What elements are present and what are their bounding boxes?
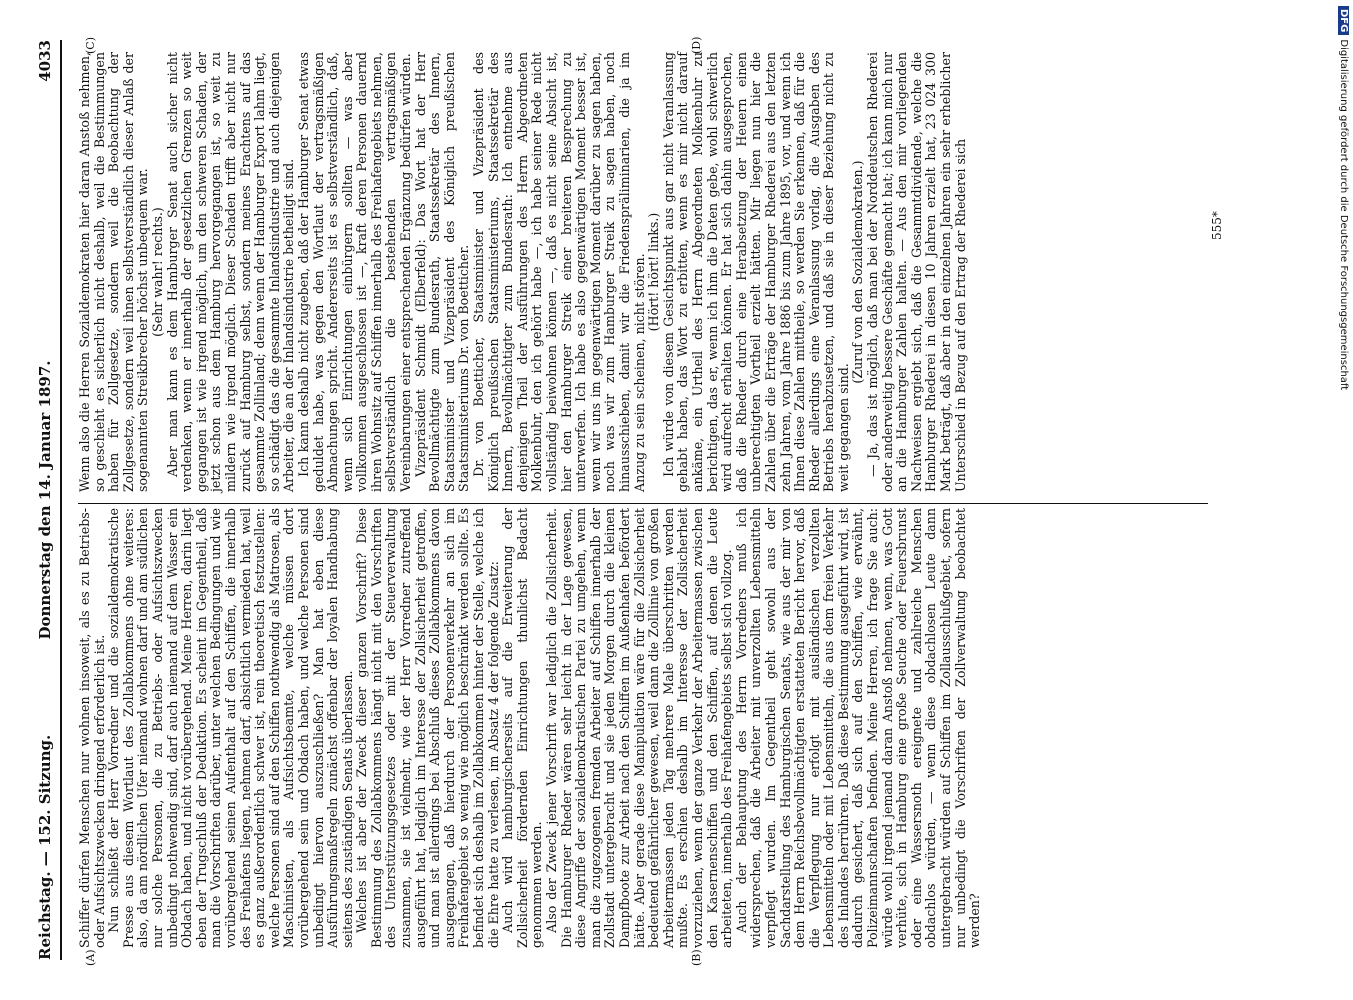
page-number: 4033 — [36, 40, 54, 82]
right-column — [78, 52, 968, 492]
paragraph: — Ja, das ist möglich, daß man bei der Norddeutschen Rhederei oder anderweitig bessere Geschäfte gemacht hat; ich kann mich nur an die Hamburger Zahlen halten. — Aus den mir vorliegenden Nachweisen ergiebt sich, daß die Gesammtdividende, welche die Hamburger Rhederei in diesen 10 Jahren erzielt hat, 23 024 300 Mark beträgt, daß aber in den einzelnen Jahren ein sehr erheblicher Unterschied in Bezug auf den Ertrag der Rhederei sich — [865, 52, 968, 492]
paragraph: Ich kann deshalb nicht zugeben, daß der Hamburger Senat etwas geduldet habe, was gegen den Wortlaut der vertragsmäßigen Abmachungen spricht. Andererseits ist es selbstverständlich, daß, wenn sich Einrichtungen einbürgern sollten — was aber vollkommen ausgeschlossen ist —, kraft deren Personen dauernd ihren Wohnsitz auf Schiffen innerhalb des Freihafengebiets nehmen, selbstverständlich die bestehenden vertragsmäßigen Vereinbarungen einer entsprechenden Ergänzung bedürfen würden. — [295, 52, 414, 492]
marker-d: (D) — [690, 36, 703, 54]
digitization-notice — [1329, 6, 1349, 786]
marker-a: (A) — [84, 949, 97, 966]
marker-c: (C) — [84, 37, 97, 54]
signature-number: 555* — [1210, 211, 1224, 240]
column-divider — [78, 503, 1208, 504]
left-column — [78, 508, 983, 948]
paragraph: Nun schließt der Herr Vorredner und die sozialdemokratische Presse aus diesem Wortlaut des Zollabkommens ohne weiteres: also, da am nördlichen Ufer niemand wohnen darf und am südlichen nur solche Personen, die zu Betriebs- oder Aufsichtszwecken unbedingt nothwendig sind, darf auch niemand auf dem Wasser ein Obdach haben, und nicht vorübergehend. Meine Herren, darin liegt eben der Trugschluß der Deduktion. Es scheint im Gegentheil, daß man die Vorschriften darüber, unter welchen Bedingungen und wie vorübergehend seinen Aufenthalt auf den Schiffen, die innerhalb des Freihafens liegen, nehmen darf, absichtlich vermieden hat, weil es ganz außerordentlich schwer ist, rein theoretisch festzustellen: welche Personen sind auf den Schiffen nothwendig als Matrosen, als Maschinisten, als Aufsichtsbeamte, welche müssen dort vorübergehend sein und Obdach haben, und welche Personen sind unbedingt hiervon auszuschließen? Man hat eben diese Ausführungsmaßregeln zunächst offenbar der loyalen Handhabung seitens des zuständigen Senats überlassen. — [106, 508, 355, 948]
paragraph: Vizepräsident Schmidt (Elberfeld): Das Wort hat der Herr Bevollmächtigte zum Bundesrath, Staatssekretär des Innern, Staatsminister und Vizepräsident des Königlich preußischen Staatsministeriums Dr. von Boetticher. — [412, 52, 472, 492]
paragraph: Schiffer dürfen Menschen nur wohnen insoweit, als es zu Betriebs- oder Aufsichtszwecken dringend erforderlich ist. — [77, 508, 107, 948]
paragraph: Wenn also die Herren Sozialdemokraten hier daran Anstoß nehmen, so geschieht es sicherlich nicht deshalb, weil die Bestimmungen haben für Zollgesetze, sondern weil die Beobachtung der Zollgesetze, sondern weil ihnen selbstverständlich dieser Anlaß der sogenannten Streikbrecher höchst unbequem war. — [77, 52, 151, 492]
paragraph: Dr. von Boetticher, Staatsminister und Vizepräsident des Königlich preußischen Staatsministeriums, Staatssekretär des Innern, Bevollmächtigter zum Bundesrath: Ich entnehme aus denjenigen Theil der Ausführungen des Herrn Abgeordneten Molkenbuhr, den ich gehört habe —, ich habe seiner Rede nicht vollständig beiwohnen können —, daß es nicht seine Absicht ist, hier den Hamburger Streik einer breiteren Besprechung zu unterwerfen. Ich habe es also gegenwärtigen Moment besser ist, wenn wir uns im gegenwärtigen Moment darüber zu sagen haben, noch was wir zum Hamburger Streik zu sagen haben, noch hinausschieben, damit wir die Friedenspräliminarien, die ja im Anzug zu sein scheinen, nicht stören. — [471, 52, 647, 492]
header-date: Donnerstag den 14. Januar 1897. — [36, 360, 54, 640]
header-left: Reichstag. — 152. Sitzung. — [36, 734, 54, 960]
interjection: (Hört! hört! links.) — [646, 212, 662, 332]
paragraph: Aber man kann es dem Hamburger Senat auch sicher nicht verdenken, wenn er innerhalb der gesetzlichen Grenzen so weit gegangen ist wie irgend möglich, um den schweren Schaden, der jetzt schon aus dem Hamburg hervorgegangen ist, so weit zu mildern wie irgend möglich. Dieser Schaden trifft aber nicht nur zurück auf Hamburg selbst, sondern meines Erachtens auf das gesammte Zollinland; denn wenn der Hamburger Export lahm liegt, so schädigt das die gesammte Inlandsindustrie und auch diejenigen Arbeiter, die an der Inlandsindustrie betheiligt sind. — [164, 52, 297, 492]
paragraph: Auch der Behauptung des Herrn Vorredners muß ich widersprechen, daß die Arbeiter mit unverzollten Lebensmitteln verpflegt wurden. Im Gegentheil geht sowohl aus der Sachdarstellung des Hamburgischen Senats, wie aus der mir von dem Herrn Reichsbevollmächtigten erstatteten Bericht hervor, daß die Verpflegung nur erfolgt mit ausländischen verzollten Lebensmitteln oder mit Lebensmitteln, die aus dem freien Verkehr des Inlandes herrühren. Daß diese Bestimmung ausgeführt wird, ist dadurch gesichert, daß sich auf den Schiffen, wie erwähnt, Polizeimannschaften befinden. Meine Herren, ich frage Sie auch: würde wohl irgend jemand daran Anstoß nehmen, wenn, was Gott verhüte, sich in Hamburg eine große Seuche oder Feuersbrunst oder eine Wassersnoth ereignete und zahlreiche Menschen obdachlos würden, — wenn diese obdachlosen Leute dann untergebracht würden auf Schiffen im Zollausschlußgebiet, sofern nur unbedingt die Vorschriften der Zollverwaltung beobachtet werden? — [733, 508, 983, 948]
interjection: (Zuruf von den Sozialdemokraten.) — [850, 160, 866, 384]
paragraph: Ich würde von diesem Gesichtspunkt aus gar nicht Veranlassung gehabt haben, das Wort zu erbitten, wenn es mir nicht darauf ankäme, ein Urtheil des Herrn Abgeordneten Molkenbuhr zu berichtigen, das er, wenn ich ihm die Daten gebe, wohl schwerlich wird aufrecht erhalten können. Er hat sich dahin ausgesprochen, daß die Rheder durch eine Herabsetzung der Heuern einen unberechtigten Vortheil erzielt hätten. Mir liegen nun hier die Zahlen über die Erträge der Hamburger Rhederei aus den letzten zehn Jahren, vom Jahre 1886 bis zum Jahre 1895, vor, und wenn ich Ihnen diese Zahlen mittheile, so werden Sie erkennen, daß für die Rheder allerdings eine Veranlassung vorlag, die Ausgaben des Betriebs herabzusetzen, und daß sie in dieser Beziehung nicht zu weit gegangen sind. — [660, 52, 851, 492]
paragraph: Welches ist aber der Zweck dieser ganzen Vorschrift? Diese Bestimmung des Zollabkommens hängt nicht mit den Vorschriften des Unterstützungsgesetzes oder mit der Steuerverwaltung zusammen, sie ist vielmehr, wie der Herr Vorredner zutreffend ausgeführt hat, lediglich im Interesse der Zollsicherheit getroffen, und man ist allerdings bei Abschluß dieses Zollabkommens davon ausgegangen, daß hierdurch der Personenverkehr an sich im Freihafengebiet so wenig wie möglich beschränkt werden sollte. Es befindet sich deshalb im Zollabkommen hinter der Stelle, welche ich die Ehre hatte zu verlesen, im Absatz 4 der folgende Zusatz: — [354, 508, 501, 948]
dfg-logo: DFG — [1338, 6, 1349, 35]
marker-b: (B) — [690, 949, 703, 966]
interjection: (Sehr wahr! rechts.) — [149, 207, 165, 337]
page-header — [34, 40, 62, 960]
digitization-text: Digitalisierung gefördert durch die Deutsche Forschungsgemeinschaft — [1338, 39, 1349, 391]
quote-paragraph: Auch wird hamburgischerseits auf die Erweiterung der Zollsicherheit fördernden Einrichtungen thunlichst Bedacht genommen werden. — [500, 508, 545, 948]
paragraph: Also der Zweck jener Vorschrift war lediglich die Zollsicherheit. Die Hamburger Rheder wären sehr leicht in der Lage gewesen, diese Angriffe der sozialdemokratischen Partei zu umgehen, wenn man die zugezogenen fremden Arbeiter auf Schiffen innerhalb der Zollstadt untergebracht und sie jeden Morgen durch die kleinen Dampfboote zur Arbeit nach den Schiffen im Außenhafen befördert hätte. Aber gerade diese Manipulation wäre für die Zollsicherheit bedeutend gefährlicher gewesen, weil dann die Zolllinie von großen Arbeitermassen jeden Tag mehrere Male überschritten werden mußte. Es erschien deshalb im Interesse der Zollsicherheit vorzuziehen, wenn der ganze Verkehr der Arbeitermassen zwischen den Kasernenschiffen und den Schiffen, auf denen die Leute arbeiteten, innerhalb des Freihafengebiets selbst sich vollzog. — [544, 508, 735, 948]
